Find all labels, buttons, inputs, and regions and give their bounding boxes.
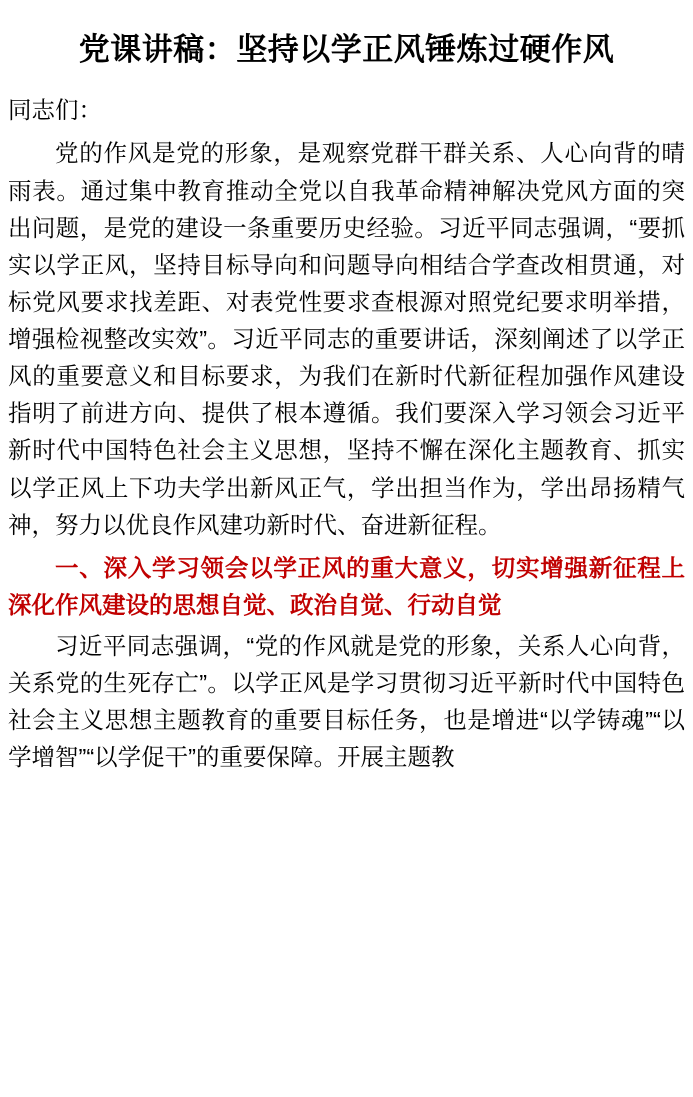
intro-paragraph: 党的作风是党的形象，是观察党群干群关系、人心向背的晴雨表。通过集中教育推动全党以自我革命精神解决党风方面的突出问题，是党的建设一条重要历史经验。习近平同志强调，“要抓实以学正风，坚持目标导向和问题导向相结合学查改相贯通，对标党风要求找差距、对表党性要求查根源对照党纪要求明举措，增强检视整改实效”。习近平同志的重要讲话，深刻阐述了以学正风的重要意义和目标要求，为我们在新时代新征程加强作风建设指明了前进方向、提供了根本遵循。我们要深入学习领会习近平新时代中国特色社会主义思想，坚持不懈在深化主题教育、抓实以学正风上下功夫学出新风正气，学出担当作为，学出昂扬精气神，努力以优良作风建功新时代、奋进新征程。 bbox=[8, 140, 685, 538]
section-one-paragraph: 习近平同志强调，“党的作风就是党的形象，关系人心向背，关系党的生死存亡”。以学正风是学习贯彻习近平新时代中国特色社会主义思想主题教育的重要目标任务，也是增进“以学铸魂”“以学增智”“以学促干”的重要保障。开展主题教 bbox=[8, 633, 685, 771]
page-title: 党课讲稿：坚持以学正风锤炼过硬作风 bbox=[78, 32, 615, 67]
salutation: 同志们： bbox=[8, 97, 102, 124]
section-heading-one: 一、深入学习领会以学正风的重大意义，切实增强新征程上深化作风建设的思想自觉、政治自觉、行动自觉 bbox=[8, 554, 685, 618]
